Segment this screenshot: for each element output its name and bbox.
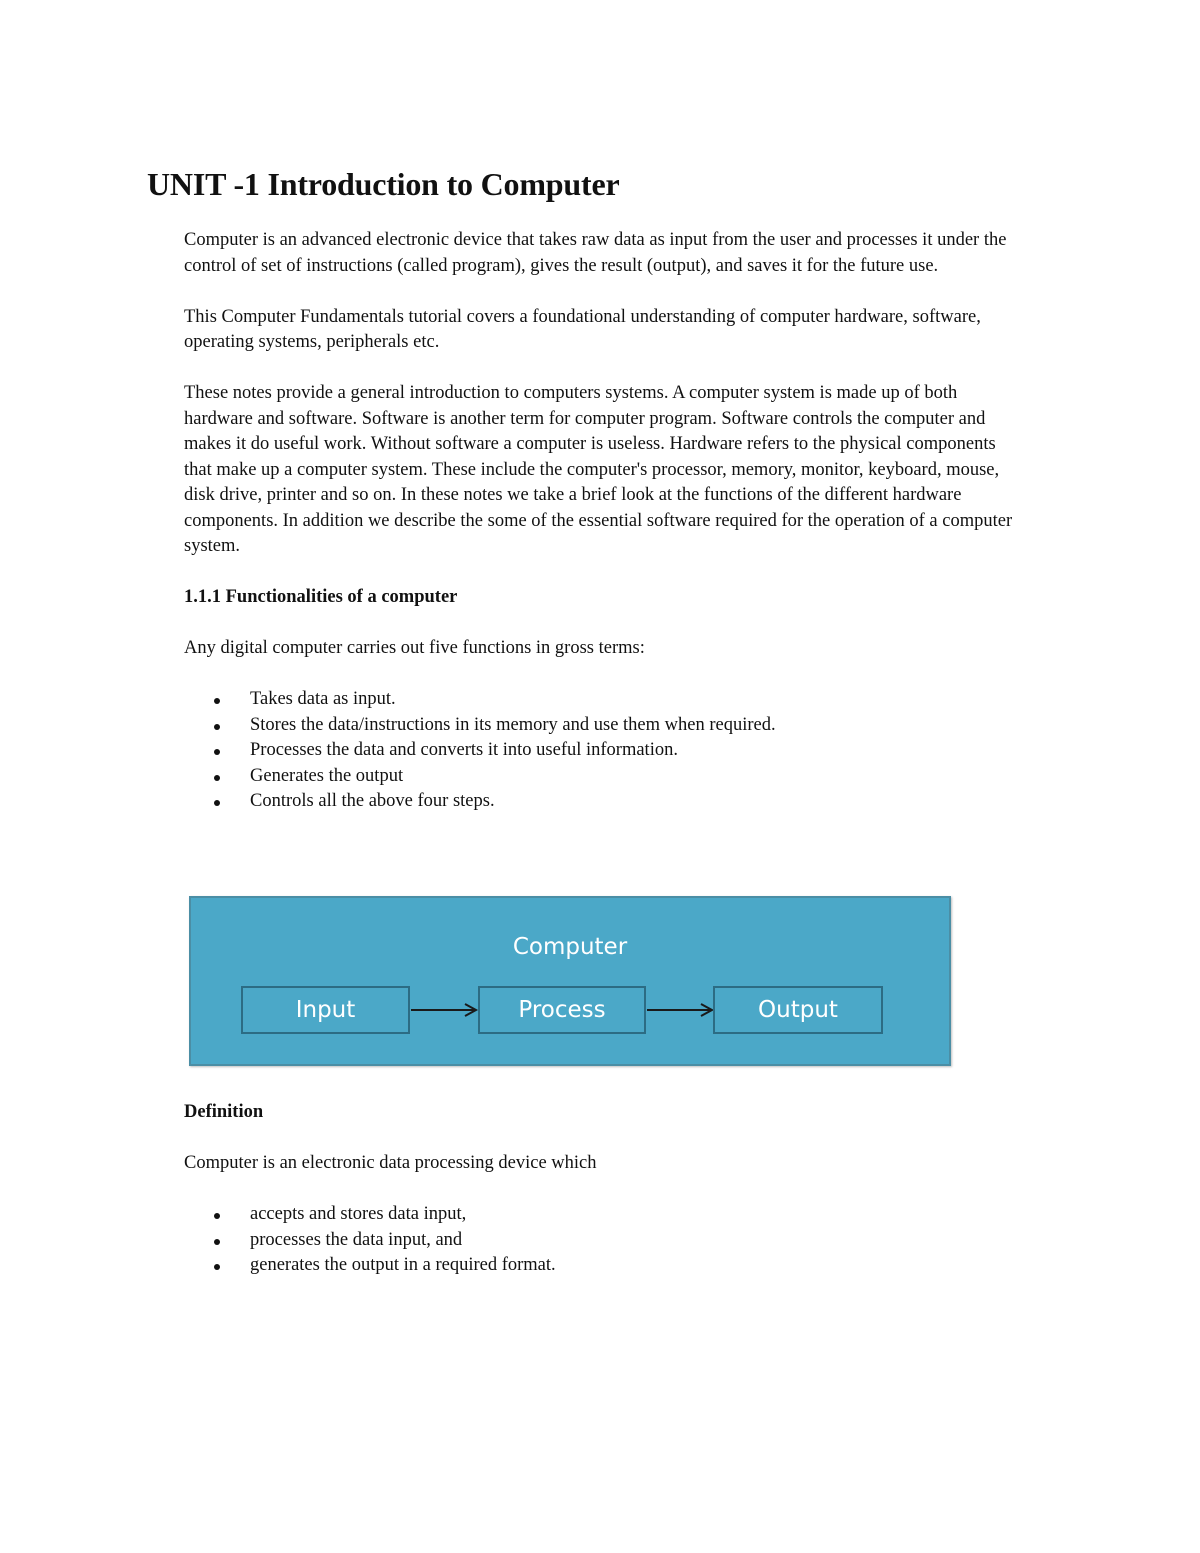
diagram-box-input	[241, 986, 410, 1034]
diagram-box-output	[713, 986, 883, 1034]
bullet-icon	[214, 724, 220, 730]
bullet-icon	[214, 749, 220, 755]
section-heading-functionalities: 1.1.1 Functionalities of a computer	[184, 587, 458, 607]
intro-paragraph-1: Computer is an advanced electronic device that takes raw data as input from the user and processes it under the control of set of instructions (called program), gives the result (output), and saves it for the future use.	[184, 230, 1007, 276]
bullet-icon	[214, 698, 220, 704]
functionalities-list	[184, 687, 1024, 815]
intro-section	[184, 228, 1024, 815]
diagram-box-label: Input	[295, 997, 356, 1023]
list-item	[184, 764, 1024, 790]
list-item-text: Stores the data/instructions in its memory and use them when required.	[250, 714, 776, 735]
list-item	[184, 687, 1024, 713]
list-item-text: processes the data input, and	[250, 1229, 463, 1250]
section-heading-definition: Definition	[184, 1102, 264, 1122]
arrow-right-icon	[646, 998, 716, 1022]
list-item	[184, 738, 1024, 764]
list-item	[184, 1253, 1024, 1279]
arrow-right-icon	[410, 998, 480, 1022]
list-item-text: Generates the output	[250, 765, 404, 786]
list-item-text: Takes data as input.	[250, 689, 396, 709]
bullet-icon	[214, 1239, 220, 1245]
diagram-box-process	[478, 986, 646, 1034]
definition-lead: Computer is an electronic data processing device which	[184, 1153, 597, 1173]
list-item-text: accepts and stores data input,	[250, 1204, 467, 1224]
list-item	[184, 1202, 1024, 1228]
diagram-box-label: Process	[518, 997, 606, 1023]
list-item	[184, 789, 1024, 815]
intro-paragraph-3: These notes provide a general introduction to computers systems. A computer system is made up of both hardware and software. Software is another term for computer program. Software controls the computer and makes it do useful work. Without software a computer is useless. Hardware refers to the physical components that make up a computer system. These include the computer's processor, memory, monitor, keyboard, mouse, disk drive, printer and so on. In these notes we take a brief look at the functions of the different hardware components. In addition we describe the some of the essential software required for the operation of a computer system.	[184, 383, 1013, 556]
list-item	[184, 1228, 1024, 1254]
diagram-box-label: Output	[758, 997, 838, 1023]
bullet-icon	[214, 1264, 220, 1270]
computer-flow-diagram	[189, 896, 951, 1066]
bullet-icon	[214, 775, 220, 781]
diagram-title: Computer	[512, 934, 628, 960]
list-item-text: generates the output in a required format.	[250, 1255, 556, 1275]
definition-list	[184, 1202, 1024, 1279]
list-item-text: Controls all the above four steps.	[250, 791, 495, 811]
functionalities-lead: Any digital computer carries out five functions in gross terms:	[184, 638, 645, 658]
bullet-icon	[214, 800, 220, 806]
list-item-text: Processes the data and converts it into useful information.	[250, 740, 678, 760]
intro-paragraph-2: This Computer Fundamentals tutorial covers a foundational understanding of computer hardware, software, operating systems, peripherals etc.	[184, 306, 981, 352]
page-title: UNIT -1 Introduction to Computer	[147, 166, 620, 202]
definition-section	[184, 1100, 1024, 1279]
list-item	[184, 713, 1024, 739]
bullet-icon	[214, 1213, 220, 1219]
